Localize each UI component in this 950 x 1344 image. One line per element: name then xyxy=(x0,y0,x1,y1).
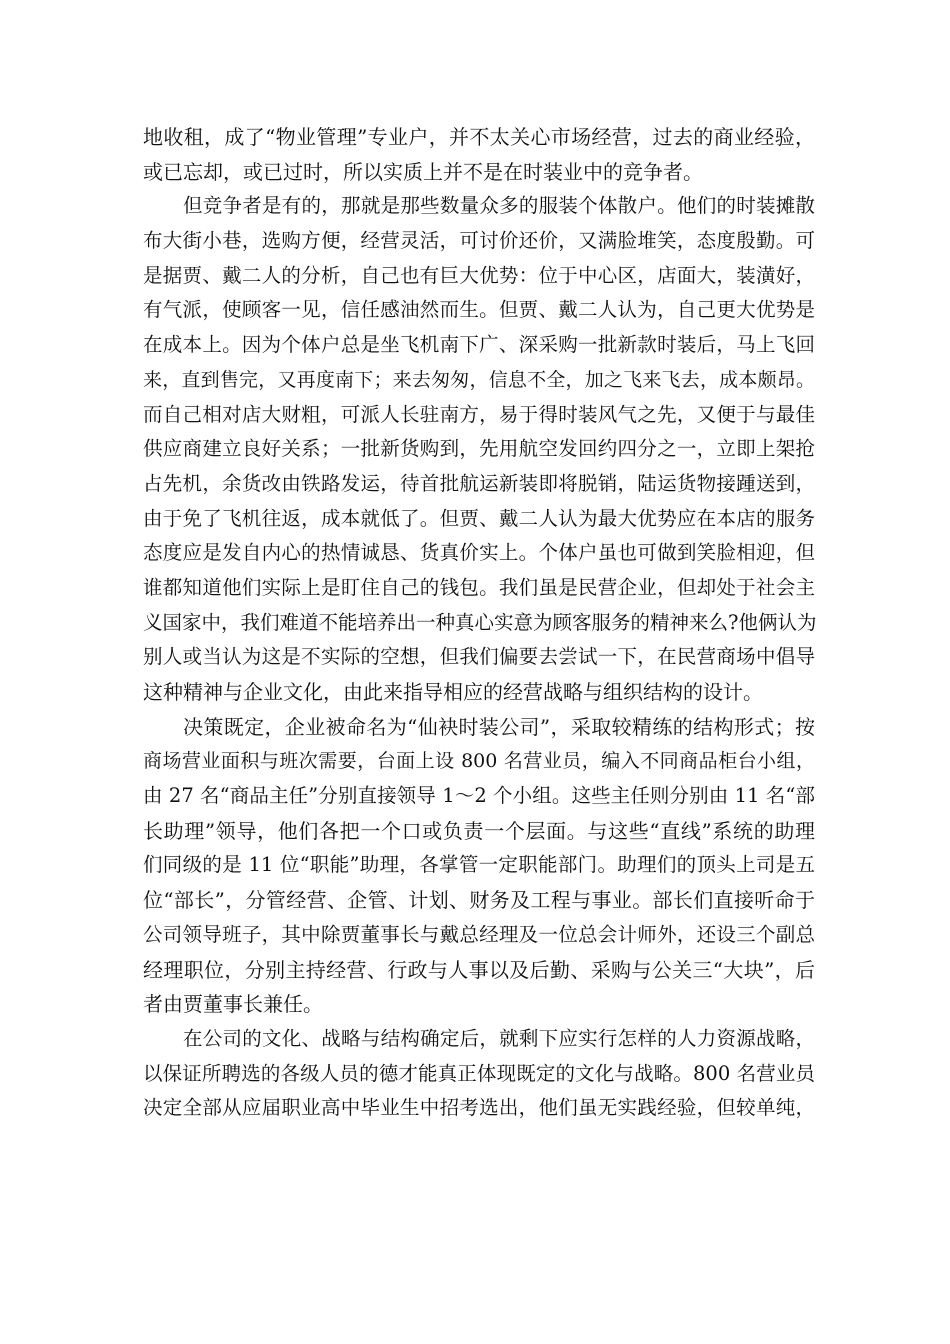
text-line: 者由贾董事长兼任。 xyxy=(143,992,323,1017)
text-line: 以保证所聘选的各级人员的德才能真正体现既定的文化与战略。800 名营业员 xyxy=(143,1061,815,1085)
text-line: 在公司的文化、战略与结构确定后，就剩下应实行怎样的人力资源战略， xyxy=(183,1026,815,1050)
text-line: 布大街小巷，选购方便，经营灵活，可讨价还价，又满脸堆笑，态度殷勤。可 xyxy=(143,229,815,253)
text-line: 决定全部从应届职业高中毕业生中招考选出，他们虽无实践经验，但较单纯， xyxy=(143,1096,815,1120)
text-line: 而自己相对店大财粗，可派人长驻南方，易于得时装风气之先，又便于与最佳 xyxy=(143,402,815,426)
text-line: 但竞争者是有的，那就是那些数量众多的服装个体散户。他们的时装摊散 xyxy=(183,194,815,218)
text-line: 地收租，成了“物业管理”专业户，并不太关心市场经营，过去的商业经验， xyxy=(143,125,815,149)
text-line: 决策既定，企业被命名为“仙袂时装公司”，采取较精练的结构形式；按 xyxy=(183,714,815,739)
text-line: 来，直到售完，又再度南下；来去匆匆，信息不全，加之飞来飞去，成本颇昂。 xyxy=(143,368,815,391)
text-line: 在成本上。因为个体户总是坐飞机南下广、深采购一批新款时装后，马上飞回 xyxy=(143,333,815,357)
text-line: 态度应是发自内心的热情诚恳、货真价实上。个体户虽也可做到笑脸相迎，但 xyxy=(143,541,815,565)
text-line: 谁都知道他们实际上是盯住自己的钱包。我们虽是民营企业，但却处于社会主 xyxy=(143,575,815,599)
text-line: 是据贾、戴二人的分析，自己也有巨大优势：位于中心区，店面大，装潢好， xyxy=(143,263,815,287)
text-line: 占先机，余货改由铁路发运，待首批航运新装即将脱销，陆运货物接踵送到， xyxy=(143,471,815,495)
text-line: 供应商建立良好关系；一批新货购到，先用航空发回约四分之一，立即上架抢 xyxy=(143,437,815,461)
text-line: 义国家中，我们难道不能培养出一种真心实意为顾客服务的精神来么?他俩认为 xyxy=(143,610,817,634)
text-line: 经理职位，分别主持经营、行政与人事以及后勤、采购与公关三“大块”，后 xyxy=(143,957,815,982)
text-line: 或已忘却，或已过时，所以实质上并不是在时装业中的竞争者。 xyxy=(143,159,703,184)
text-line: 由 27 名“商品主任”分别直接领导 1～2 个小组。这些主任则分别由 11 名“部 xyxy=(143,784,815,808)
text-line: 长助理”领导，他们各把一个口或负责一个层面。与这些“直线”系统的助理 xyxy=(143,818,815,843)
text-line: 这种精神与企业文化，由此来指导相应的经营战略与组织结构的设计。 xyxy=(143,680,763,704)
text-line: 位“部长”，分管经营、企管、计划、财务及工程与事业。部长们直接听命于 xyxy=(143,888,815,913)
body-text xyxy=(143,120,815,1126)
text-line: 有气派，使顾客一见，信任感油然而生。但贾、戴二人认为，自己更大优势是 xyxy=(143,298,815,322)
text-line: 公司领导班子，其中除贾董事长与戴总经理及一位总会计师外，还设三个副总 xyxy=(143,922,815,946)
text-line: 商场营业面积与班次需要，台面上设 800 名营业员，编入不同商品柜台小组， xyxy=(143,750,815,773)
text-line: 由于免了飞机往返，成本就低了。但贾、戴二人认为最大优势应在本店的服务 xyxy=(143,506,815,530)
text-line: 们同级的是 11 位“职能”助理，各掌管一定职能部门。助理们的顶头上司是五 xyxy=(143,853,815,877)
text-line: 别人或当认为这是不实际的空想，但我们偏要去尝试一下，在民营商场中倡导 xyxy=(143,645,815,669)
